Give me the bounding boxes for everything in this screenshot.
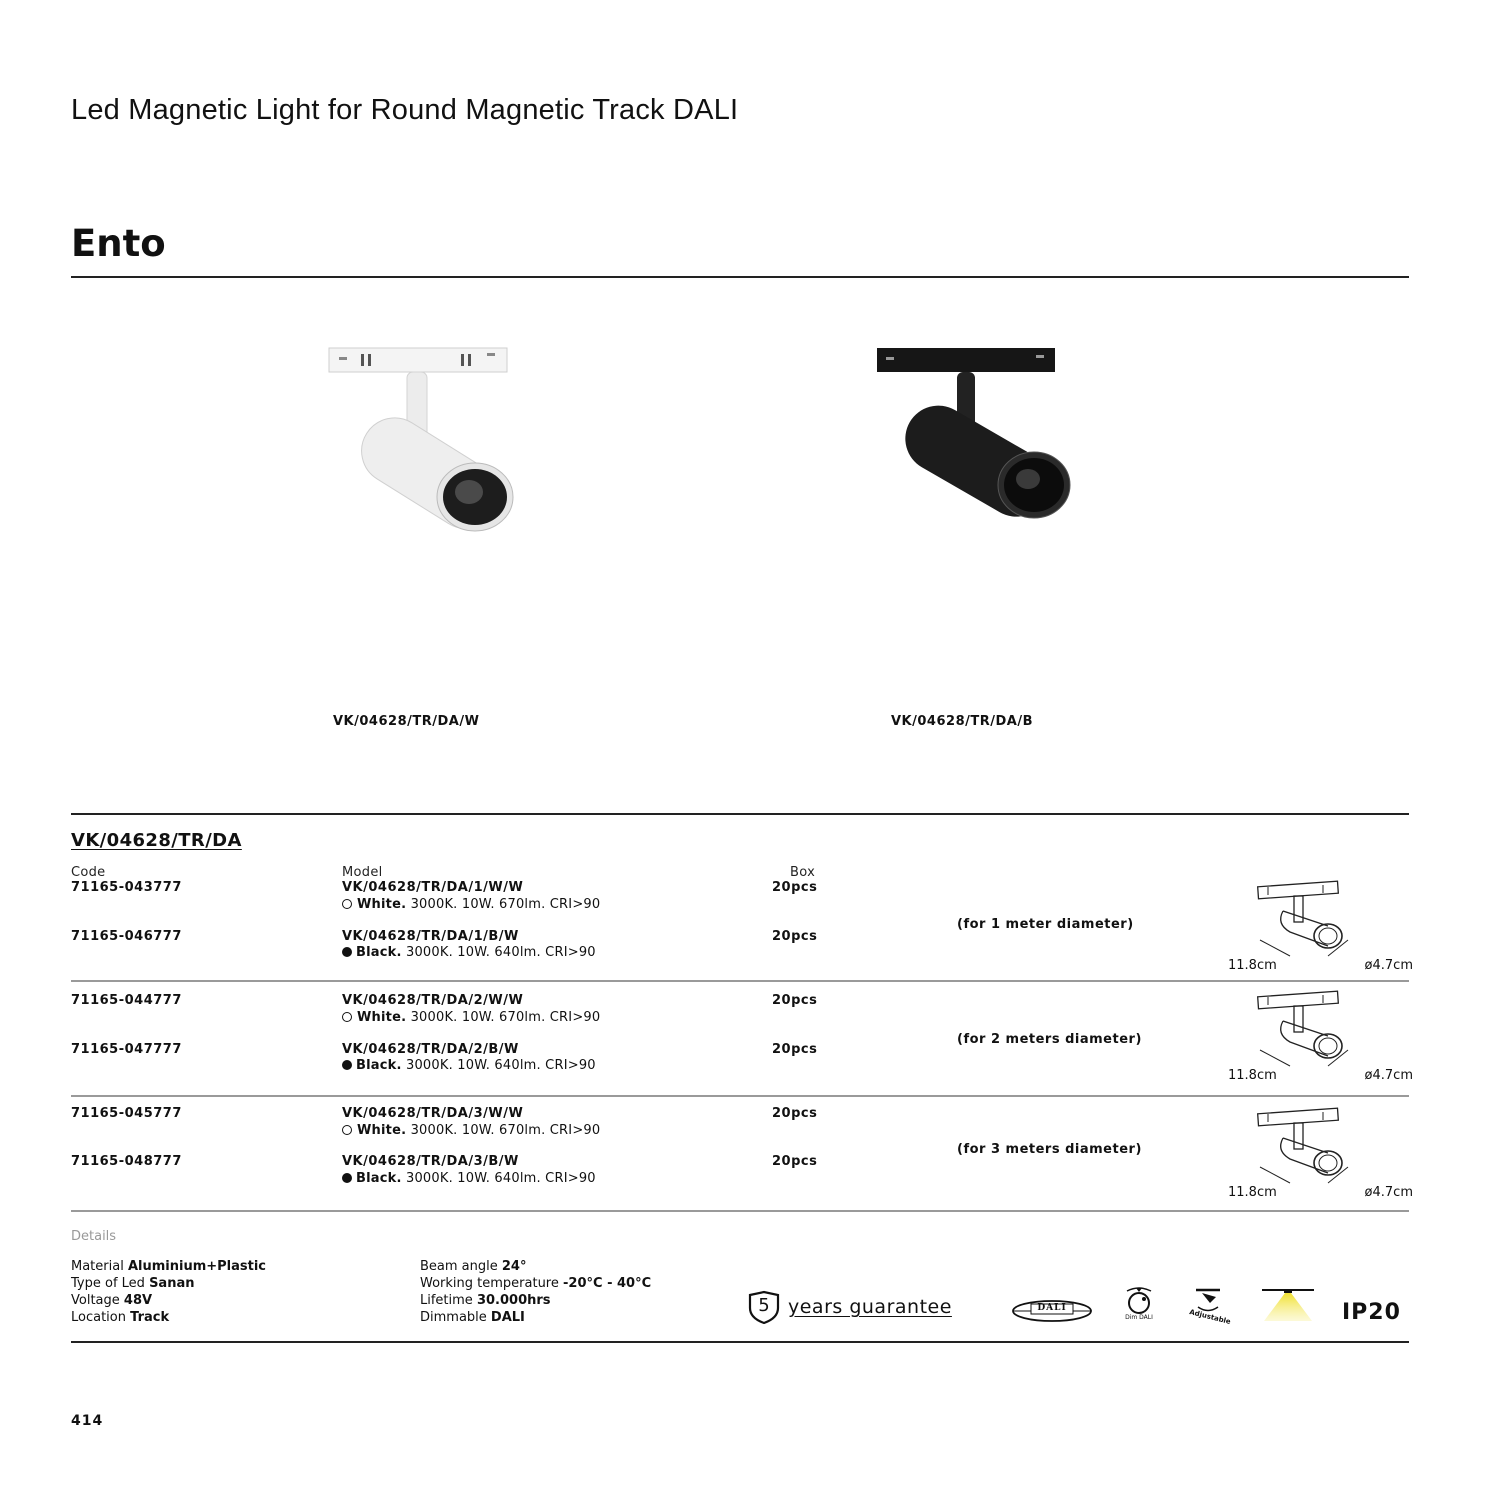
spotlight-line-drawing-icon	[1228, 988, 1413, 1068]
product-label-white: VK/04628/TR/DA/W	[333, 714, 480, 729]
guarantee-years: 5	[758, 1295, 770, 1316]
box-quantity: 20pcs	[772, 1154, 818, 1169]
details-left-column	[71, 1258, 266, 1326]
white-color-dot-icon	[342, 1125, 352, 1135]
dimension-length: 11.8cm	[1228, 1185, 1277, 1200]
adjustable-label: Adjustable	[1188, 1308, 1232, 1326]
dali-logo-text: DALI	[1037, 1303, 1067, 1313]
column-header-box: Box	[790, 865, 816, 880]
box-quantity: 20pcs	[772, 993, 818, 1008]
product-description: Black. 3000K. 10W. 640lm. CRI>90	[342, 945, 596, 960]
product-description: Black. 3000K. 10W. 640lm. CRI>90	[342, 1171, 596, 1186]
product-model: VK/04628/TR/DA/1/W/W	[342, 880, 524, 895]
black-color-dot-icon	[342, 1060, 352, 1070]
page-subtitle: Led Magnetic Light for Round Magnetic Track DALI	[71, 94, 739, 126]
page-number: 414	[71, 1413, 104, 1429]
white-color-dot-icon	[342, 1012, 352, 1022]
details-right-column	[420, 1258, 651, 1326]
diameter-note: (for 1 meter diameter)	[957, 917, 1134, 932]
dim-dali-icon	[1117, 1285, 1161, 1325]
column-header-model: Model	[342, 865, 383, 880]
ip-rating: IP20	[1342, 1300, 1401, 1325]
black-color-dot-icon	[342, 1173, 352, 1183]
spec-dimmable: Dimmable DALI	[420, 1310, 525, 1325]
guarantee-text: years guarantee	[788, 1296, 952, 1318]
box-quantity: 20pcs	[772, 880, 818, 895]
group-divider	[71, 980, 1409, 982]
dimension-length: 11.8cm	[1228, 1068, 1277, 1083]
product-description: White. 3000K. 10W. 670lm. CRI>90	[342, 1010, 600, 1025]
product-code: 71165-046777	[71, 929, 182, 944]
product-description: White. 3000K. 10W. 670lm. CRI>90	[342, 897, 600, 912]
dimension-drawing	[1228, 988, 1413, 1083]
group-divider	[71, 1210, 1409, 1212]
guarantee-badge	[746, 1290, 952, 1324]
spec-voltage: Voltage 48V	[71, 1293, 153, 1308]
product-image-black	[872, 345, 1072, 525]
spec-led-type: Type of Led Sanan	[71, 1276, 195, 1291]
product-image-white	[325, 345, 515, 540]
product-model: VK/04628/TR/DA/2/W/W	[342, 993, 524, 1008]
product-model: VK/04628/TR/DA/2/B/W	[342, 1042, 519, 1057]
spec-lifetime: Lifetime 30.000hrs	[420, 1293, 551, 1308]
product-code: 71165-044777	[71, 993, 182, 1008]
product-description: Black. 3000K. 10W. 640lm. CRI>90	[342, 1058, 596, 1073]
dali-logo-icon	[1011, 1299, 1093, 1323]
product-code: 71165-045777	[71, 1106, 182, 1121]
spec-material: Material Aluminium+Plastic	[71, 1259, 267, 1274]
details-title: Details	[71, 1229, 117, 1244]
details-bottom-divider	[71, 1341, 1409, 1343]
beam-light-icon	[1260, 1287, 1316, 1323]
adjustable-icon	[1180, 1287, 1236, 1327]
dimension-drawing	[1228, 1105, 1413, 1200]
dimension-diameter: ø4.7cm	[1364, 958, 1413, 973]
box-quantity: 20pcs	[772, 929, 818, 944]
spotlight-line-drawing-icon	[1228, 1105, 1413, 1185]
dimension-diameter: ø4.7cm	[1364, 1185, 1413, 1200]
product-model: VK/04628/TR/DA/3/B/W	[342, 1154, 519, 1169]
column-header-code: Code	[71, 865, 106, 880]
spec-location: Location Track	[71, 1310, 170, 1325]
table-heading: VK/04628/TR/DA	[71, 830, 242, 851]
white-color-dot-icon	[342, 899, 352, 909]
box-quantity: 20pcs	[772, 1042, 818, 1057]
page-title: Ento	[71, 222, 166, 265]
box-quantity: 20pcs	[772, 1106, 818, 1121]
table-top-divider	[71, 813, 1409, 815]
black-color-dot-icon	[342, 947, 352, 957]
spec-working-temperature: Working temperature -20°C - 40°C	[420, 1276, 652, 1291]
dimension-length: 11.8cm	[1228, 958, 1277, 973]
product-model: VK/04628/TR/DA/3/W/W	[342, 1106, 524, 1121]
title-divider	[71, 276, 1409, 278]
product-description: White. 3000K. 10W. 670lm. CRI>90	[342, 1123, 600, 1138]
diameter-note: (for 2 meters diameter)	[957, 1032, 1142, 1047]
product-code: 71165-048777	[71, 1154, 182, 1169]
dim-dali-label: Dim DALI	[1125, 1314, 1153, 1321]
product-code: 71165-047777	[71, 1042, 182, 1057]
product-label-black: VK/04628/TR/DA/B	[891, 714, 1033, 729]
product-code: 71165-043777	[71, 880, 182, 895]
spec-beam-angle: Beam angle 24°	[420, 1259, 527, 1274]
diameter-note: (for 3 meters diameter)	[957, 1142, 1142, 1157]
group-divider	[71, 1095, 1409, 1097]
product-model: VK/04628/TR/DA/1/B/W	[342, 929, 519, 944]
dimension-drawing	[1228, 878, 1413, 973]
dimension-diameter: ø4.7cm	[1364, 1068, 1413, 1083]
spotlight-line-drawing-icon	[1228, 878, 1413, 958]
shield-icon	[746, 1290, 782, 1324]
